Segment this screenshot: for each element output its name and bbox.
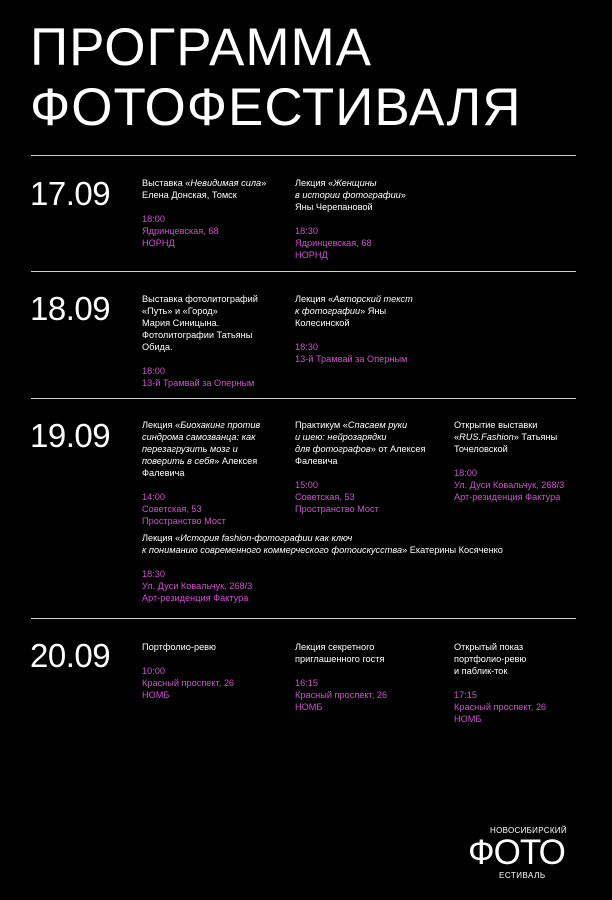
event-time-location: 18:30 13-й Трамвай за Оперным [295,342,408,364]
event-time-location: 10:00 Красный проспект, 26 НОМБ [142,666,235,700]
event-time-location: 18:00 Ядринцевская, 68 НОРНД [142,214,219,248]
event-item [295,293,413,365]
event-description: Лекция секретного приглашенного гостя [295,642,385,664]
event-description: Портфолио-ревю [142,642,216,652]
separator [31,155,576,156]
separator [31,398,576,399]
event-description: Практикум «Спасаем руки и шею: нейрозарядки для фотографов» от Алексея Фалевича [295,420,426,466]
day-date: 18.09 [30,290,111,327]
event-item [454,641,546,725]
event-description: Лекция «История fashion-фотографии как ключ к пониманию современного коммерческого фотоискусства» Екатерины Косяченко [142,533,503,555]
event-time-location: 18:00 13-й Трамвай за Оперным [142,366,255,388]
event-description: Открытый показ портфолио-ревю и паблик-ток [454,642,527,676]
event-description: Открытие выставки «RUS.Fashion» Татьяны Точеловской [454,420,558,454]
page-title: ПРОГРАММА ФОТОФЕСТИВАЛЯ [30,18,522,137]
event-time-location: 16:15 Красный проспект, 26 НОМБ [295,678,388,712]
event-time-location: 18:30 Ул. Дуси Ковальчук, 268/3 Арт-резиденция Фактура [142,569,253,603]
event-description: Выставка «Невидимая сила» Елена Донская, Томск [142,178,267,200]
event-item [454,419,564,503]
event-time-location: 14:00 Советская, 53 Пространство Мост [142,492,226,526]
separator [31,618,576,619]
festival-logo [468,823,576,883]
event-time-location: 18:00 Ул. Дуси Ковальчук, 268/3 Арт-резиденция Фактура [454,468,565,502]
event-item [142,419,260,527]
event-time-location: 17:15 Красный проспект, 26 НОМБ [454,690,547,724]
event-item [295,641,387,713]
event-description: Выставка фотолитографий «Путь» и «Город» Мария Синицына. Фотолитографии Татьяны Обида. [142,294,258,352]
event-description: Лекция «Авторский текст к фотографии» Яны Колесинской [295,294,413,328]
logo-line-3: ЕСТИВАЛЬ [499,871,546,880]
event-time-location: 15:00 Советская, 53 Пространство Мост [295,480,379,514]
event-item [295,419,425,515]
event-item [142,293,258,389]
day-date: 19.09 [30,417,111,454]
event-item [142,177,266,249]
event-description: Лекция «Женщины в истории фотографии» Яны Черепановой [295,178,406,212]
logo-line-2: ФОТО [468,833,565,872]
event-description: Лекция «Биохакинг против синдрома самозванца: как перезагрузить мозг и поверить в себя» Алексея Фалевича [142,420,261,478]
separator [31,271,576,272]
event-time-location: 18:30 Ядринцевская, 68 НОРНД [295,226,372,260]
event-item [295,177,406,261]
day-date: 17.09 [30,175,111,212]
event-item [142,641,234,701]
event-item [142,532,503,604]
logo-line-1: НОВОСИБИРСКИЙ [490,826,567,835]
day-date: 20.09 [30,637,111,674]
